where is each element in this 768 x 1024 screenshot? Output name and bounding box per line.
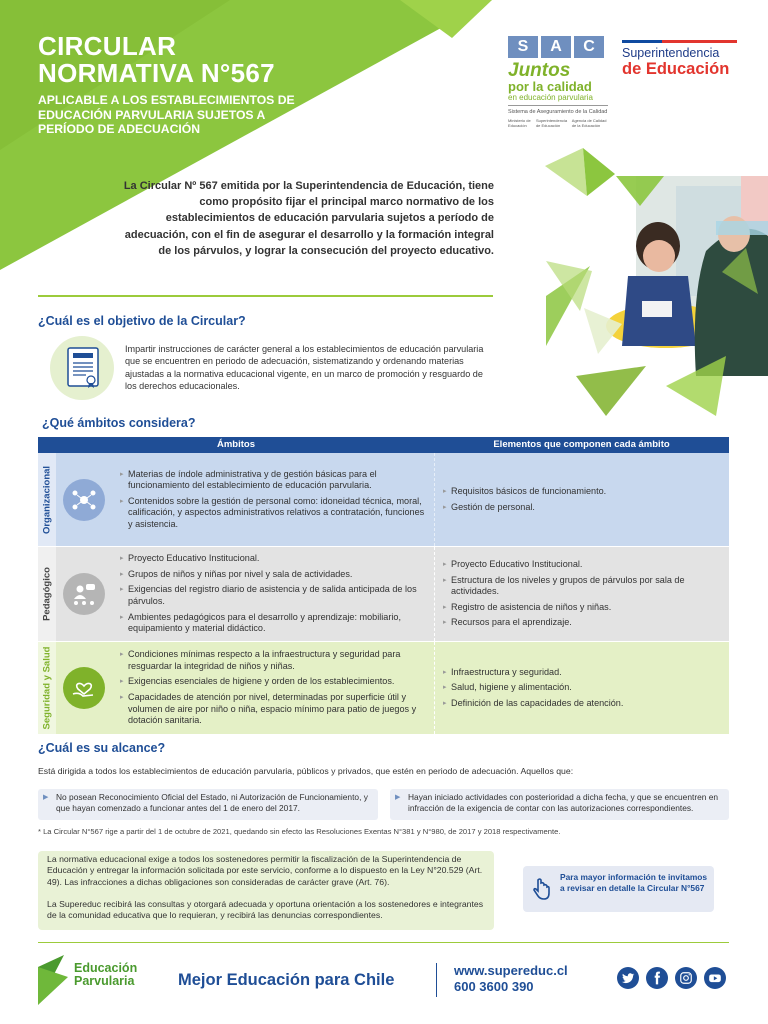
list-item: ▸ Recursos para el aprendizaje. [443, 617, 721, 629]
facebook-icon[interactable] [646, 967, 668, 989]
sac-edu: en educación parvularia [508, 93, 593, 102]
sac-ministry: Agencia de Calidad de la Educación [571, 118, 607, 128]
intro-paragraph: La Circular Nº 567 emitida por la Superintendencia de Educación, tiene como propósito fijar el principal marco normativo de los establecimientos de educación parvularia sujetos a período de adecuación, con el fin de asegurar el desarrollo y la formación integral de los párvulos, y lograr la consecución del proyecto educativo. [123, 180, 494, 257]
sac-ministry: Superintendencia de Educación [535, 118, 568, 128]
list-item: ▸ Proyecto Educativo Institucional. [120, 553, 428, 565]
list-item: ▸ Definición de las capacidades de atención. [443, 698, 721, 710]
row-label: Organizacional [41, 465, 53, 534]
sac-logo [508, 36, 608, 148]
alcance-condition-1: ▶ No posean Reconocimiento Oficial del Estado, ni Autorización de Funcionamiento, y que hayan comenzado a funcionar antes del 1 de enero del 2017. [38, 789, 378, 820]
list-item: ▸ Estructura de los niveles y grupos de párvulos por sala de actividades. [443, 575, 721, 598]
info-paragraph: La Supereduc recibirá las consultas y otorgará adecuada y oportuna orientación a los sostenedores e integrantes de la comunidad educativa que lo requieran, y recibirá las denuncias correspondientes. [47, 898, 484, 921]
list-item: ▸ Exigencias esenciales de higiene y orden de los establecimientos. [120, 676, 428, 688]
document-icon [50, 336, 114, 400]
column-header-ambitos: Ámbitos [217, 439, 255, 450]
info-box [38, 851, 494, 930]
list-item: ▸ Proyecto Educativo Institucional. [443, 559, 721, 571]
table-header [38, 437, 729, 453]
more-info-link[interactable] [523, 866, 714, 912]
twitter-icon[interactable] [617, 967, 639, 989]
social-links [617, 967, 726, 989]
supe-logo-line2: de Educación [622, 60, 730, 78]
educacion-parvularia-logo-text: Educación Parvularia [74, 961, 138, 988]
footer-contact [454, 963, 568, 995]
instagram-icon[interactable] [675, 967, 697, 989]
list-item: ▸ Gestión de personal. [443, 502, 721, 514]
row-label: Seguridad y Salud [41, 646, 53, 730]
supe-logo-line1: Superintendencia [622, 46, 720, 60]
teaching-icon [63, 573, 105, 615]
column-header-elementos: Elementos que componen cada ámbito [493, 439, 670, 450]
more-info-text: Para mayor información te invitamos a revisar en detalle la Circular N°567 [560, 872, 708, 893]
list-item: ▸ Materias de índole administrativa y de gestión básicas para el funcionamiento del establecimiento de educación parvularia. [120, 469, 428, 492]
divider [38, 295, 493, 297]
organization-icon [63, 479, 105, 521]
alcance-heading: ¿Cuál es su alcance? [38, 741, 166, 755]
health-hand-icon [63, 667, 105, 709]
scope-table [38, 437, 729, 735]
sac-calidad: por la calidad [508, 79, 592, 94]
website-link[interactable]: www.supereduc.cl [454, 963, 568, 978]
sac-letter-c: C [574, 36, 604, 58]
list-item: ▸ Registro de asistencia de niños y niñas. [443, 602, 721, 614]
list-item: ▸ Condiciones mínimas respecto a la infraestructura y seguridad para resguardar la integridad de niños y niñas. [120, 649, 428, 672]
hand-pointer-icon [529, 877, 553, 901]
objective-text: Impartir instrucciones de carácter general a los establecimientos de educación parvularia que se encuentren en periodo de adecuación, sistematizando y ordenando materias ajustadas a la normativa educacional vigente, en un marco de promoción y resguardo de los derechos educacionales. [125, 344, 484, 391]
sac-letter-a: A [541, 36, 571, 58]
sac-letter-s: S [508, 36, 538, 58]
scope-heading: ¿Qué ámbitos considera? [42, 416, 196, 430]
list-item: ▸ Infraestructura y seguridad. [443, 667, 721, 679]
sac-ministry: Ministerio de Educación [508, 118, 531, 128]
sac-juntos: Juntos [508, 60, 571, 81]
youtube-icon[interactable] [704, 967, 726, 989]
alcance-condition-2: ▶ Hayan iniciado actividades con posterioridad a dicha fecha, y que se encuentren en infracción de la exigencia de contar con las autorizaciones correspondientes. [390, 789, 729, 820]
list-item: ▸ Grupos de niños y niñas por nivel y sala de actividades. [120, 569, 428, 581]
list-item: ▸ Exigencias del registro diario de asistencia y de salida anticipada de los párvulos. [120, 584, 428, 607]
page-title: CIRCULAR NORMATIVA N°567 [38, 31, 275, 88]
list-item: ▸ Salud, higiene y alimentación. [443, 682, 721, 694]
row-label: Pedagógico [41, 567, 53, 621]
list-item: ▸ Requisitos básicos de funcionamiento. [443, 486, 721, 498]
footer-separator [436, 963, 437, 997]
decor-triangles [545, 148, 620, 203]
alcance-text: Está dirigida a todos los establecimientos de educación parvularia, públicos y privados, que estén en periodo de adecuación. Aquellos que: [38, 766, 574, 776]
objective-heading: ¿Cuál es el objetivo de la Circular? [38, 314, 246, 328]
table-row-seguridad-salud [38, 642, 729, 735]
child-photo [546, 176, 768, 416]
sac-sistema: Sistema de Aseguramiento de la Calidad [508, 105, 608, 116]
info-paragraph: La normativa educacional exige a todos los sostenedores permitir la fiscalización de la Superintendencia de Educación y entregar la información solicitada por este servicio, conforme a lo dispuesto en la Ley N°20.529 (Art. 49). Las infracciones a dichas obligaciones son consideradas de carácter grave (Art. 76). [47, 854, 483, 887]
list-item: ▸ Capacidades de atención por nivel, determinadas por superficie útil y volumen de aire por niño o niña, espacio mínimo para patio de juegos y dotación sanitaria. [120, 692, 428, 727]
phone-number: 600 3600 390 [454, 979, 534, 994]
footnote: * La Circular N°567 rige a partir del 1 de octubre de 2021, quedando sin efecto las Resoluciones Exentas N°381 y N°980, de 2017 y 2018 respectivamente. [38, 827, 561, 836]
table-row-organizacional [38, 453, 729, 547]
table-row-pedagogico [38, 547, 729, 642]
page-subtitle: APLICABLE A LOS ESTABLECIMIENTOS DE EDUCACIÓN PARVULARIA SUJETOS A PERÍODO DE ADECUACIÓN [38, 93, 295, 136]
list-item: ▸ Contenidos sobre la gestión de personal como: idoneidad técnica, moral, calificación, y aspectos administrativos relativos a contratación, funciones y asistencia. [120, 496, 428, 531]
footer-slogan: Mejor Educación para Chile [178, 971, 395, 989]
superintendencia-logo [622, 40, 737, 77]
list-item: ▸ Ambientes pedagógicos para el desarrollo y aprendizaje: mobiliario, equipamiento y material didáctico. [120, 612, 428, 635]
divider [38, 942, 729, 943]
